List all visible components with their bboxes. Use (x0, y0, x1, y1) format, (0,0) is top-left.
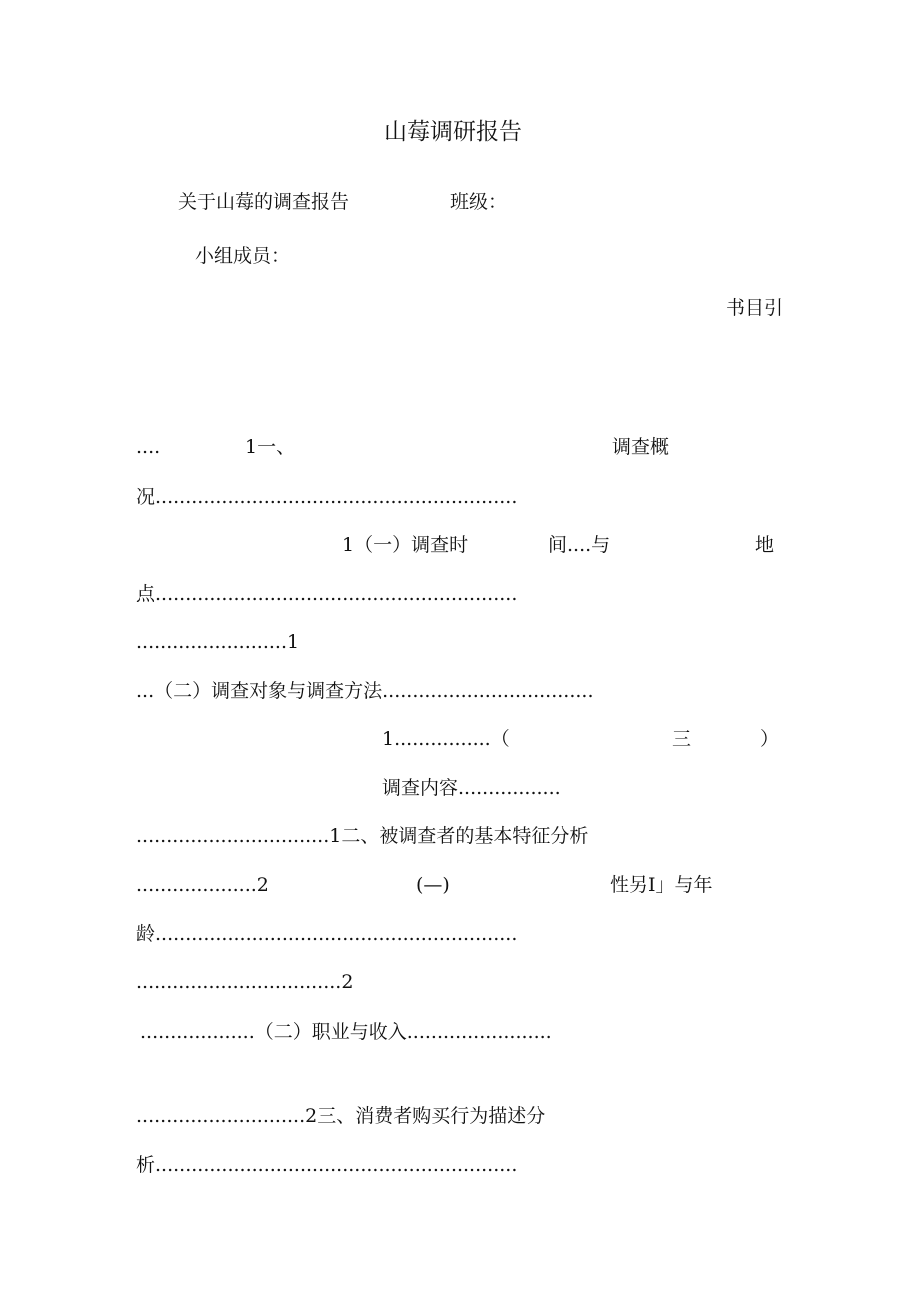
toc-line-10-a: ....................2 (136, 874, 269, 896)
toc-line-5: .........................1 (136, 631, 300, 653)
toc-line-6: ...（二）调查对象与调查方法................................... (136, 680, 594, 702)
toc-line-3-c: 地 (755, 534, 775, 556)
document-title: 山莓调研报告 (384, 119, 522, 145)
toc-line-7-c: ） (760, 728, 780, 750)
toc-line-9: ................................1二、被调查者的基本特征分析 (136, 825, 589, 847)
toc-line-11: 龄............................................................ (136, 923, 518, 945)
toc-heading: 书目引 (726, 297, 784, 319)
toc-line-4: 点............................................................ (136, 583, 518, 605)
toc-line-10-c: 性另I」与年 (610, 874, 713, 896)
toc-line-1-number: 1一、 (245, 436, 296, 458)
class-label: 班级： (450, 191, 508, 213)
toc-line-3-a: 1（一）调查时 (342, 534, 469, 556)
toc-line-15: 析............................................................ (136, 1154, 518, 1176)
toc-line-3-b: 间....与 (548, 534, 611, 556)
toc-line-2: 况............................................................ (136, 486, 518, 508)
toc-line-7-b: 三 (672, 728, 692, 750)
toc-line-12: ..................................2 (136, 971, 354, 993)
report-subtitle: 关于山莓的调查报告 (178, 191, 350, 213)
toc-line-10-b: (—) (416, 874, 450, 896)
toc-line-1-text: 调查概 (612, 436, 670, 458)
toc-line-14: ............................2三、消费者购买行为描述分 (136, 1105, 546, 1127)
toc-line-1-leader: .... (136, 436, 161, 458)
toc-line-7-a: 1................（ (382, 728, 510, 750)
group-members-label: 小组成员： (195, 245, 291, 267)
toc-line-8: 调查内容................. (382, 777, 561, 799)
toc-line-13: ...................（二）职业与收入........................ (140, 1021, 552, 1043)
